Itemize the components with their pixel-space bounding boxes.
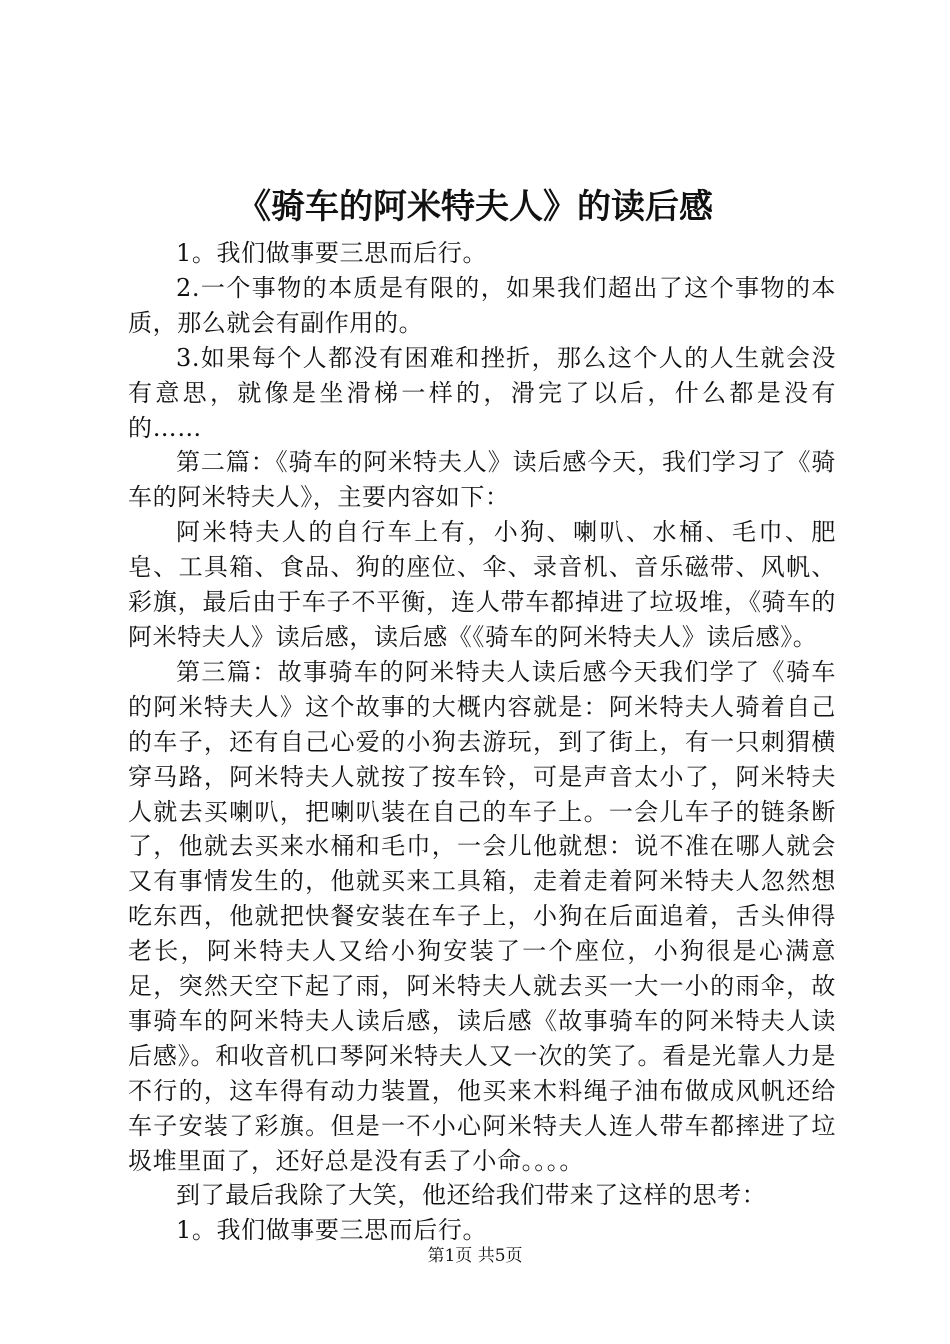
document-body bbox=[128, 236, 836, 1248]
page-footer: 第1页 共5页 bbox=[427, 1246, 523, 1266]
paragraph-point-3: 3.如果每个人都没有困难和挫折，那么这个人的人生就会没有意思，就像是坐滑梯一样的，滑完了以后，什么都是没有的…… bbox=[128, 343, 836, 442]
paragraph-third-essay: 第三篇：故事骑车的阿米特夫人读后感今天我们学了《骑车的阿米特夫人》这个故事的大概内容就是：阿米特夫人骑着自己的车子，还有自己心爱的小狗去游玩，到了街上，有一只刺猬横穿马路，阿米特夫人就按了按车铃，可是声音太小了，阿米特夫人就去买喇叭，把喇叭装在自己的车子上。一会儿车子的链条断了，他就去买来水桶和毛巾，一会儿他就想：说不准在哪人就会又有事情发生的，他就买来工具箱，走着走着阿米特夫人忽然想吃东西，他就把快餐安装在车子上，小狗在后面追着，舌头伸得老长，阿米特夫人又给小狗安装了一个座位，小狗很是心满意足，突然天空下起了雨，阿米特夫人就去买一大一小的雨伞，故事骑车的阿米特夫人读后感，读后感《故事骑车的阿米特夫人读后感》。和收音机口琴阿米特夫人又一次的笑了。看是光靠人力是不行的，这车得有动力装置，他买来木料绳子油布做成风帆还给车子安装了彩旗。但是一不小心阿米特夫人连人带车都摔进了垃圾堆里面了，还好总是没有丢了小命。。。。 bbox=[128, 657, 836, 1175]
document-title: 《骑车的阿米特夫人》的读后感 bbox=[237, 187, 713, 227]
paragraph-point-1: 1。我们做事要三思而后行。 bbox=[176, 239, 488, 267]
paragraph-second-essay-body: 阿米特夫人的自行车上有，小狗、喇叭、水桶、毛巾、肥皂、工具箱、食品、狗的座位、伞、录音机、音乐磁带、风帆、彩旗，最后由于车子不平衡，连人带车都掉进了垃圾堆，《骑车的阿米特夫人》读后感，读后感《《骑车的阿米特夫人》读后感》。 bbox=[128, 518, 836, 651]
paragraph-conclusion-intro: 到了最后我除了大笑，他还给我们带来了这样的思考： bbox=[176, 1181, 767, 1210]
paragraph-conclusion-point-1: 1。我们做事要三思而后行。 bbox=[176, 1216, 488, 1245]
paragraph-point-2: 2.一个事物的本质是有限的，如果我们超出了这个事物的本质，那么就会有副作用的。 bbox=[128, 273, 836, 337]
paragraph-second-essay-intro: 第二篇：《骑车的阿米特夫人》读后感今天，我们学习了《骑车的阿米特夫人》，主要内容如下： bbox=[128, 448, 836, 512]
